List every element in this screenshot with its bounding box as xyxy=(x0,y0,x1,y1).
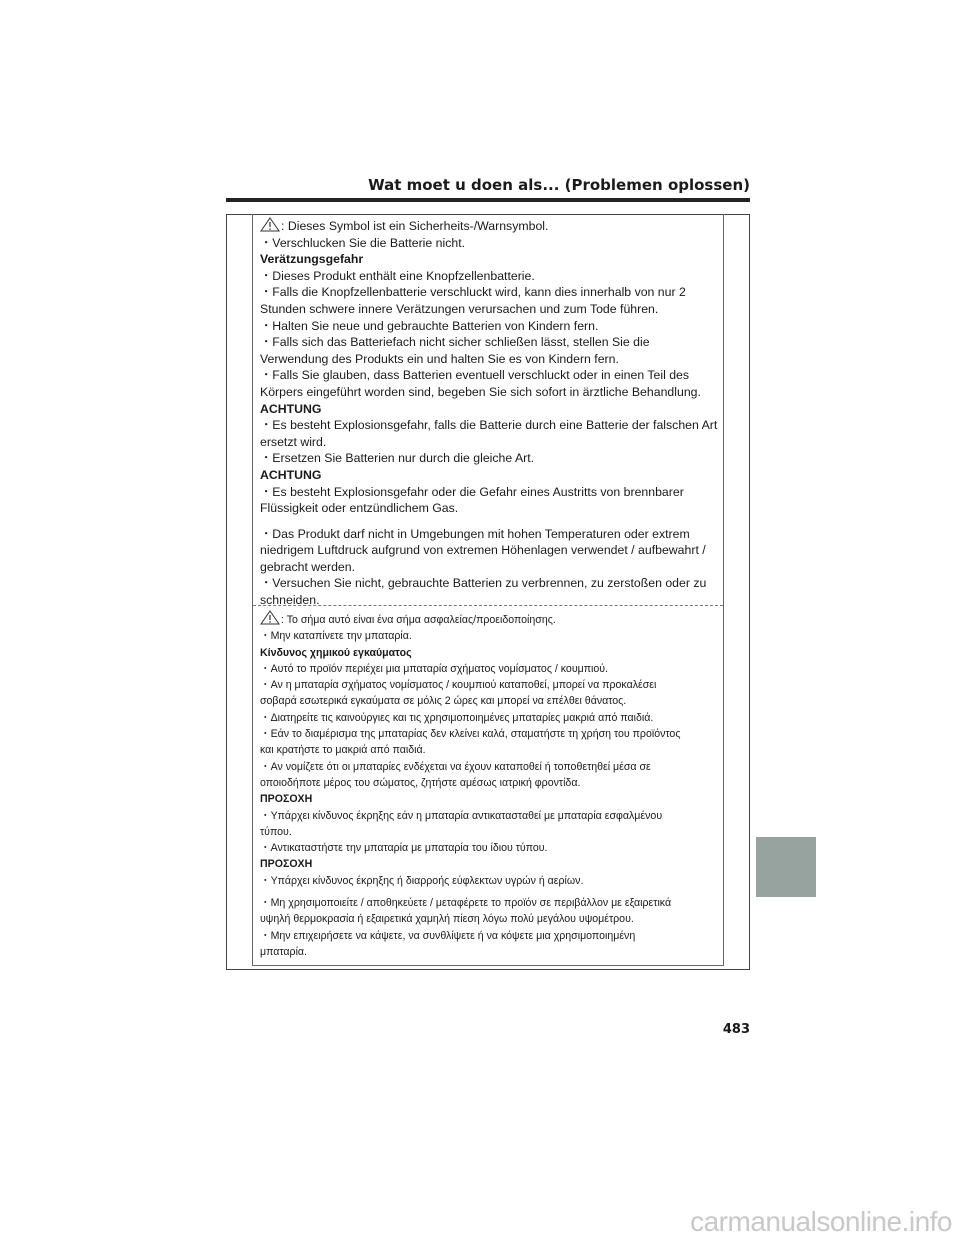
greek-heading: Κίνδυνος χημικού εγκαύματος xyxy=(260,646,412,659)
german-symbol-line xyxy=(260,217,720,235)
greek-line: ・Αυτό το προϊόν περιέχει μια μπαταρία σχήματος νομίσματος / κουμπιού. xyxy=(260,662,609,675)
greek-heading: ΠΡΟΣΟΧΗ xyxy=(260,858,313,871)
greek-line: ・Εάν το διαμέρισμα της μπαταρίας δεν κλείνει καλά, σταματήστε τη χρήση του προϊόντος xyxy=(260,728,681,741)
greek-line: ・Υπάρχει κίνδυνος έκρηξης εάν η μπαταρία αντικατασταθεί με μπαταρία εσφαλμένου xyxy=(260,809,663,822)
greek-line: υψηλή θερμοκρασία ή εξαιρετικά χαμηλή πίεση λόγω πολύ μεγάλου υψομέτρου. xyxy=(260,913,634,926)
page-header-title: Wat moet u doen als... (Problemen oplossen) xyxy=(368,176,750,194)
german-line: ・Es besteht Explosionsgefahr oder die Gefahr eines Austritts von brennbarer xyxy=(260,484,684,499)
watermark: carmanualsonline.info xyxy=(690,1206,952,1237)
spacer xyxy=(260,517,720,526)
greek-line: ・Μη χρησιμοποιείτε / αποθηκεύετε / μεταφέρετε το προϊόν σε περιβάλλον με εξαιρετικά xyxy=(260,897,672,910)
greek-heading: ΠΡΟΣΟΧΗ xyxy=(260,793,313,806)
greek-line: σοβαρά εσωτερικά εγκαύματα σε μόλις 2 ώρες και μπορεί να επέλθει θάνατος. xyxy=(260,695,627,708)
german-line: ・Falls Sie glauben, dass Batterien eventuell verschluckt oder in einen Teil des xyxy=(260,368,690,383)
german-line: niedrigem Luftdruck aufgrund von extremen Höhenlagen verwendet / aufbewahrt / xyxy=(260,543,706,558)
german-line: gebracht werden. xyxy=(260,559,356,574)
greek-line: ・Υπάρχει κίνδυνος έκρηξης ή διαρροής εύφλεκτων υγρών ή αερίων. xyxy=(260,874,584,887)
greek-symbol-line xyxy=(260,610,720,628)
german-line: ・Das Produkt darf nicht in Umgebungen mit hohen Temperaturen oder extrem xyxy=(260,526,690,541)
german-line: Flüssigkeit oder entzündlichem Gas. xyxy=(260,501,459,516)
german-line: ersetzt wird. xyxy=(260,434,327,449)
german-line: ・Es besteht Explosionsgefahr, falls die Batterie durch eine Batterie der falschen Art xyxy=(260,418,718,433)
greek-line: ・Διατηρείτε τις καινούργιες και τις χρησιμοποιημένες μπαταρίες μακριά από παιδιά. xyxy=(260,711,654,724)
greek-symbol-note: : Το σήμα αυτό είναι ένα σήμα ασφαλείας/προειδοποίησης. xyxy=(281,614,556,626)
german-line: ・Versuchen Sie nicht, gebrauchte Batterien zu verbrennen, zu zerstoßen oder zu xyxy=(260,576,707,591)
german-line: ・Ersetzen Sie Batterien nur durch die gleiche Art. xyxy=(260,451,535,466)
greek-line: τύπου. xyxy=(260,825,292,838)
german-symbol-note: : Dieses Symbol ist ein Sicherheits-/Warnsymbol. xyxy=(281,219,549,233)
greek-line: ・Μην καταπίνετε την μπαταρία. xyxy=(260,630,412,643)
greek-line: οποιοδήποτε μέρος του σώματος, ζητήστε αμέσως ιατρική φροντίδα. xyxy=(260,776,581,789)
german-line: Körpers eingeführt worden sind, begeben Sie sich sofort in ärztliche Behandlung. xyxy=(260,384,701,399)
page-number: 483 xyxy=(722,1022,750,1037)
german-line: ・Falls die Knopfzellenbatterie verschluckt wird, kann dies innerhalb von nur 2 xyxy=(260,285,686,300)
greek-line: μπαταρία. xyxy=(260,945,307,958)
german-line: ・Verschlucken Sie die Batterie nicht. xyxy=(260,235,466,250)
chapter-side-tab xyxy=(756,837,816,897)
german-line: ・Halten Sie neue und gebrauchte Batterien von Kindern fern. xyxy=(260,318,599,333)
german-heading: Verätzungsgefahr xyxy=(260,252,364,267)
german-heading: ACHTUNG xyxy=(260,401,322,416)
german-line: ・Falls sich das Batteriefach nicht sicher schließen lässt, stellen Sie die xyxy=(260,335,650,350)
section-divider xyxy=(253,605,723,606)
german-line: Verwendung des Produkts ein und halten Sie es von Kindern fern. xyxy=(260,351,619,366)
german-line: Stunden schwere innere Verätzungen verursachen und zum Tode führen. xyxy=(260,301,659,316)
german-line: schneiden. xyxy=(260,593,320,608)
greek-line: ・Αν η μπαταρία σχήματος νομίσματος / κουμπιού καταποθεί, μπορεί να προκαλέσει xyxy=(260,679,657,692)
german-warning-section xyxy=(260,217,720,609)
greek-warning-section xyxy=(260,610,720,960)
greek-line: ・Αν νομίζετε ότι οι μπαταρίες ενδέχεται να έχουν καταποθεί ή τοποθετηθεί μέσα σε xyxy=(260,760,651,773)
german-line: ・Dieses Produkt enthält eine Knopfzellenbatterie. xyxy=(260,268,535,283)
header-rule xyxy=(226,198,750,202)
german-heading: ACHTUNG xyxy=(260,467,322,482)
warning-triangle-icon xyxy=(260,217,280,232)
greek-line: και κρατήστε το μακριά από παιδιά. xyxy=(260,744,426,757)
greek-line: ・Μην επιχειρήσετε να κάψετε, να συνθλίψετε ή να κόψετε μια χρησιμοποιημένη xyxy=(260,929,636,942)
greek-line: ・Αντικαταστήστε την μπαταρία με μπαταρία του ίδιου τύπου. xyxy=(260,842,548,855)
warning-triangle-icon xyxy=(260,610,280,625)
